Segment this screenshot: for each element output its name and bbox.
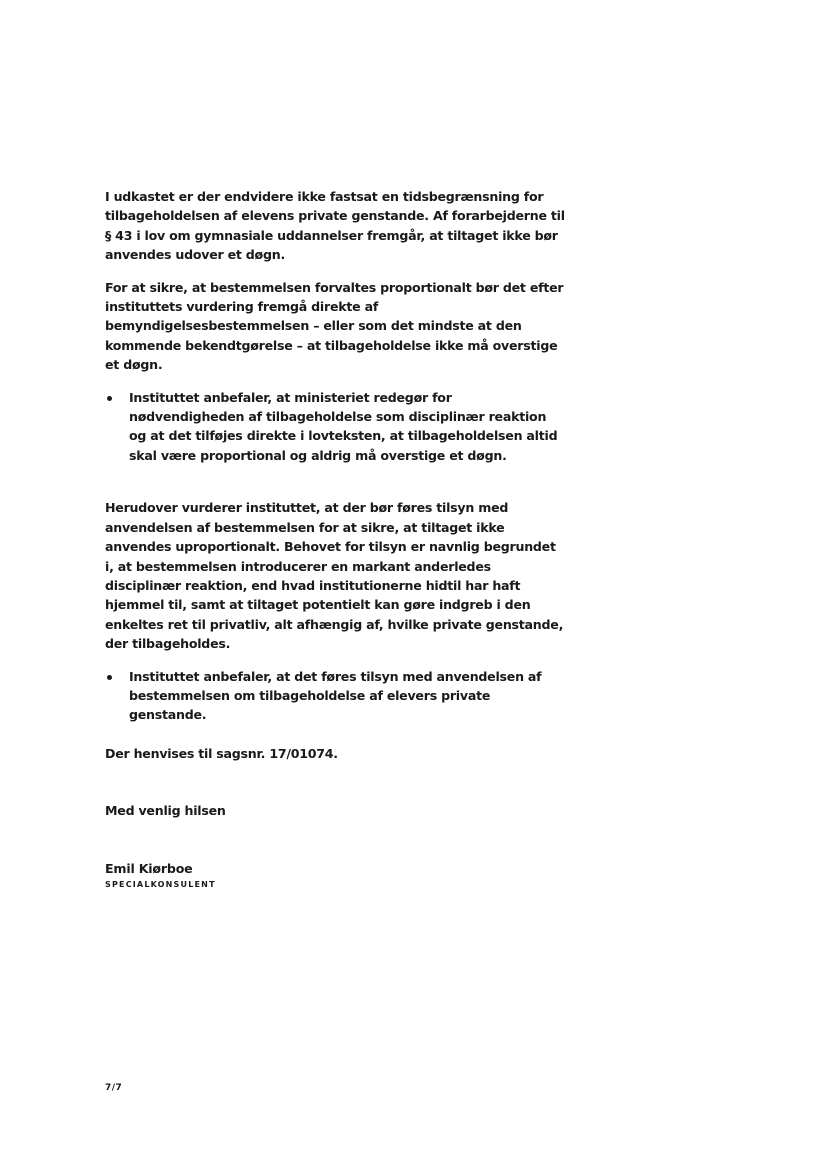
recommendation-bullet-2 — [105, 667, 565, 725]
recommendation-bullet-1 — [105, 388, 565, 466]
case-reference: Der henvises til sagsnr. 17/01074. — [105, 745, 338, 761]
letter-body — [105, 187, 565, 889]
bullet-dot-icon — [107, 396, 112, 401]
recommendation-text-1: Instituttet anbefaler, at ministeriet redegør for nødvendigheden af tilbageholdelse som disciplinær reaktion og at det tilføjes direkte i lovteksten, at tilbageholdelsen altid skal være proportional og aldrig må overstige et døgn. — [129, 389, 558, 463]
signer-title: SPECIALKONSULENT — [105, 879, 216, 889]
recommendation-text-2: Instituttet anbefaler, at det føres tilsyn med anvendelsen af bestemmelsen om tilbageholdelse af elevers private genstande. — [129, 668, 542, 723]
paragraph-time-limit: I udkastet er der endvidere ikke fastsat en tidsbegrænsning for tilbageholdelsen af elevens private genstande. Af forarbejderne til § 43 i lov om gymnasiale uddannelser fremgår, at tiltaget ikke bør anvendes udover et døgn. — [105, 189, 565, 263]
paragraph-supervision: Herudover vurderer instituttet, at der bør føres tilsyn med anvendelsen af bestemmelsen for at sikre, at tiltaget ikke anvendes uproportionalt. Behovet for tilsyn er navnlig begrundet i, at bestemmelsen introducerer en markant anderledes disciplinær reaktion, end hvad institutionerne hidtil har haft hjemmel til, samt at tiltaget potentielt kan gøre indgreb i den enkeltes ret til privatliv, alt afhængig af, hvilke private genstande, der tilbageholdes. — [105, 500, 564, 652]
page-number: 7/7 — [105, 1083, 123, 1093]
closing-greeting: Med venlig hilsen — [105, 803, 226, 819]
bullet-dot-icon — [107, 675, 112, 680]
signature-block — [105, 859, 565, 889]
signer-name: Emil Kiørboe — [105, 860, 193, 876]
paragraph-proportionality: For at sikre, at bestemmelsen forvaltes proportionalt bør det efter instituttets vurdering fremgå direkte af bemyndigelsesbestemmelsen – eller som det mindste at den kommende bekendtgørelse – at tilbageholdelse ikke må overstige et døgn. — [105, 279, 564, 373]
